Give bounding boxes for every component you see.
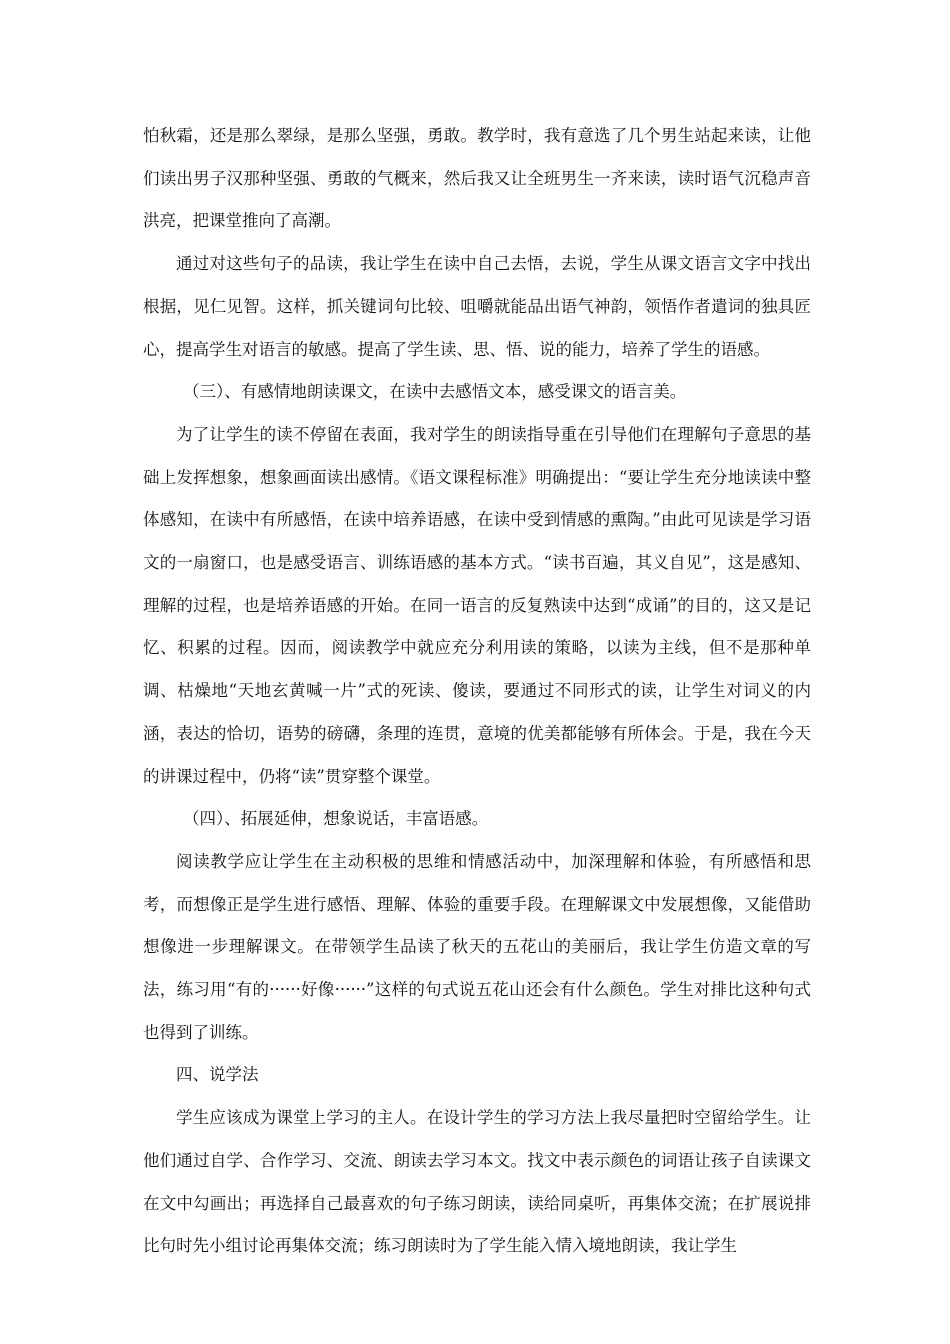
body-paragraph: 怕秋霜，还是那么翠绿，是那么坚强，勇敢。教学时，我有意选了几个男生站起来读，让他们读出男子汉那种坚强、勇敢的气概来，然后我又让全班男生一齐来读，读时语气沉稳声音洪亮，把课堂推向了高潮。	[143, 126, 811, 231]
body-paragraph: 通过对这些句子的品读，我让学生在读中自己去悟，去说，学生从课文语言文字中找出根据，见仁见智。这样，抓关键词句比较、咀嚼就能品出语气神韵，领悟作者遣词的独具匠心，提高学生对语言的敏感。提高了学生读、思、悟、说的能力，培养了学生的语感。	[143, 254, 811, 359]
document-body	[143, 115, 811, 1268]
section-heading: （四）、拓展延伸，想象说话，丰富语感。	[183, 809, 489, 829]
body-paragraph: 阅读教学应让学生在主动积极的思维和情感活动中，加深理解和体验，有所感悟和思考，而想像正是学生进行感悟、理解、体验的重要手段。在理解课文中发展想像，又能借助想像进一步理解课文。在带领学生品读了秋天的五花山的美丽后，我让学生仿造文章的写法，练习用“有的······好像······”这样的句式说五花山还会有什么颜色。学生对排比这种句式也得到了训练。	[143, 851, 811, 1042]
section-heading: （三）、有感情地朗读课文，在读中去感悟文本，感受课文的语言美。	[183, 382, 687, 402]
section-heading: 四、说学法	[176, 1065, 259, 1085]
body-paragraph: 为了让学生的读不停留在表面，我对学生的朗读指导重在引导他们在理解句子意思的基础上发挥想象，想象画面读出感情。《语文课程标准》明确提出：“要让学生充分地读读中整体感知，在读中有所感悟，在读中培养语感，在读中受到情感的熏陶。”由此可见读是学习语文的一扇窗口，也是感受语言、训练语感的基本方式。“读书百遍，其义自见”，这是感知、理解的过程，也是培养语感的开始。在同一语言的反复熟读中达到“成诵”的目的，这又是记忆、积累的过程。因而，阅读教学中就应充分利用读的策略，以读为主线，但不是那种单调、枯燥地“天地玄黄喊一片”式的死读、傻读，要通过不同形式的读，让学生对词义的内涵，表达的恰切，语势的磅礴，条理的连贯，意境的优美都能够有所体会。于是，我在今天的讲课过程中，仍将“读”贯穿整个课堂。	[143, 424, 811, 786]
body-paragraph: 学生应该成为课堂上学习的主人。在设计学生的学习方法上我尽量把时空留给学生。让他们通过自学、合作学习、交流、朗读去学习本文。找文中表示颜色的词语让孩子自读课文在文中勾画出；再选择自己最喜欢的句子练习朗读，读给同桌听，再集体交流；在扩展说排比句时先小组讨论再集体交流；练习朗读时为了学生能入情入境地朗读，我让学生	[143, 1108, 811, 1256]
